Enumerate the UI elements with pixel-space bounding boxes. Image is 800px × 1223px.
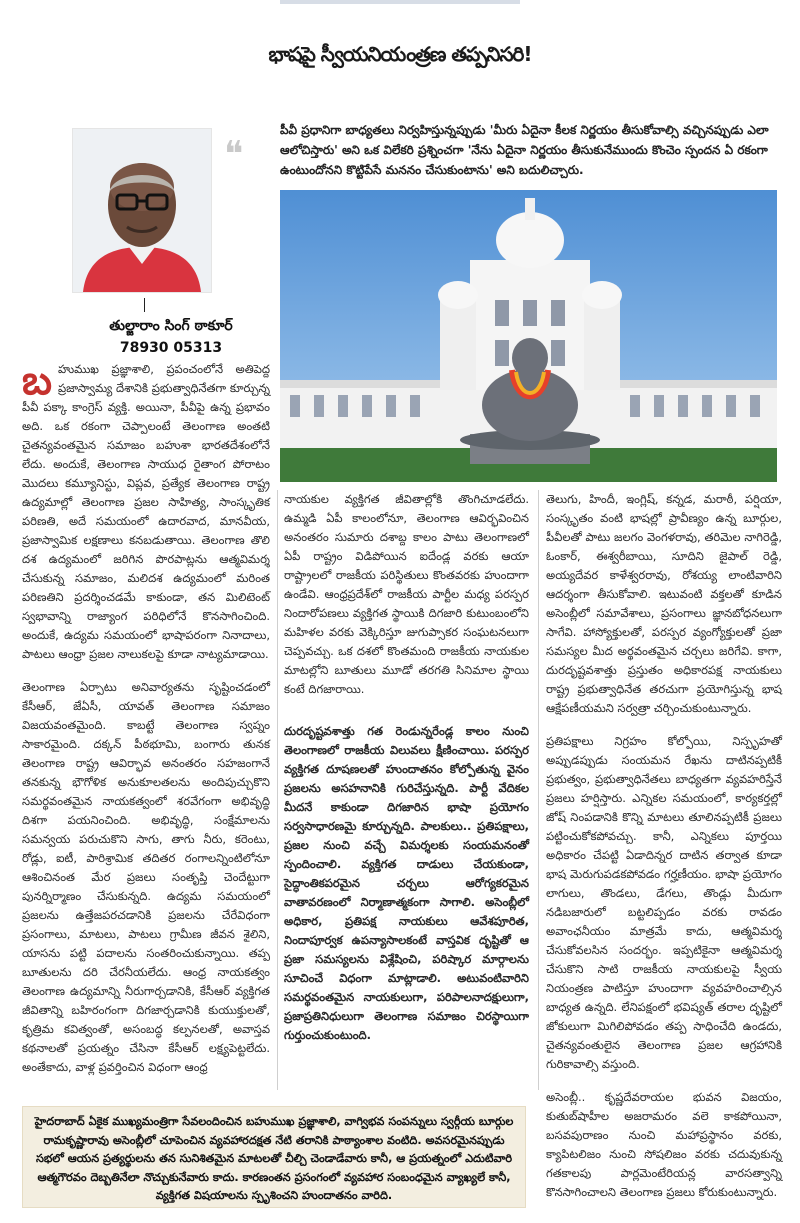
middle-paragraph-1: నాయకుల వ్యక్తిగత జీవితాల్లోకి తొంగిచూడలేదు. ఉమ్మడి ఏపీ కాలంలోనూ, తెలంగాణ ఆవిర్భవించిన అనంతరం సుమారు దశాబ్ద కాలం పాటు తెలంగాణలో ఏపీ రాష్ట్రం విడిపోయిన ఐదేండ్ల వరకు ఆయా రాష్ట్రాలలో రాజకీయ పరిస్థితులు కొంతవరకు హుందాగా ఉండేవి. ఆంధ్రప్రదేశ్‌లో రాజకీయ పార్టీల మధ్య పరస్పర నిందారోపణలు వ్యక్తిగత స్థాయికి దిగజారి కుటుంబంలోని మహిళల వరకు వెక్కిరిస్తూ జుగుప్సాకర సంఘటనలుగా చెప్పవచ్చు. ఒక దశలో కొంతమంది రాజకీయ నాయకుల మాటల్లోని బూతులు మూడో తరగతి సినిమాల స్థాయి కంటే దిగజారాయి.: [284, 492, 529, 696]
callout-box: హైదరాబాద్ ఏకైక ముఖ్యమంత్రిగా సేవలందించిన బహుముఖ ప్రజ్ఞాశాలి, వాగ్విభవ సంపన్నులు స్వర్గీయ బూర్గుల రామకృష్ణారావు అసెంబ్లీలో చూపెంచిన వ్యవహారదక్షత నేటి తరానికి పాఠ్యాంశాల వంటిది. అవసరమైనప్పుడు సభలో ఆయన ప్రత్యర్థులను తన సునిశితమైన మాటలతో చీల్చి చెండాడేవారు కానీ, ఆ ప్రయత్నంలో ఎదుటివారి ఆత్మగౌరవం దెబ్బతినేలా నొచ్చుకునేవారు కాదు. కారణంతన ప్రసంగంలో వ్యవహార సంబంధమైన వ్యాఖ్యలే కానీ, వ్యక్తిగత విషయాలను స్పృశించని హుందాతనం వారిది.: [22, 1106, 526, 1208]
right-paragraph-1: తెలుగు, హిందీ, ఇంగ్లిష్, కన్నడ, మరాఠీ, పర్షియా, సంస్కృతం వంటి భాషల్లో ప్రావీణ్యం ఉన్న బూర్గుల, పీవీలతో పాటు జలగం వెంగళరావు, తరిమెల నాగిరెడ్డి, ఓంకార్, ఈశ్వరీబాయి, సూదిని జైపాల్ రెడ్డి, అయ్యదేవర కాళేశ్వరరావు, రోశయ్య లాంటివారిని ఆదర్శంగా తీసుకోవాలి. ఇటువంటి వక్తలతో కూడిన అసెంబ్లీలో సమావేశాలు, ప్రసంగాలు జ్ఞానబోధనలుగా సాగేవి. హాస్యోక్తులతో, పరస్పర వ్యంగ్యోక్తులతో ప్రజా సమస్యల మీద అర్థవంతమైన చర్చలు జరిగేవి. కాగా, దురదృష్టవశాత్తు ప్రస్తుతం అధికారపక్ష నాయకులు రాష్ట్ర ప్రభుత్వాధినేత తరచుగా ప్రయోగిస్తున్న భాష ఆక్షేపణీయమని సర్వత్రా చర్చించుకుంటున్నారు.: [546, 492, 782, 715]
right-paragraph-2: ప్రతిపక్షాలు నిగ్రహం కోల్పోయి, నిస్పృహతో అప్పుడప్పుడు సంయమన రేఖను దాటినప్పటికీ ప్రభుత్వం, ప్రభుత్వాధినేతలు బాధ్యతగా వ్యవహరిస్తేనే ప్రజలు హర్షిస్తారు. ఎన్నికల సమయంలో, కార్యకర్తల్లో జోష్ నింపడానికి కొన్ని మాటలు తూలినప్పటికీ ప్రజలు పట్టించుకోకపోవచ్చు. కానీ, ఎన్నికలు పూర్తయి అధికారం చేపట్టి ఏడాదిన్నర దాటిన తర్వాత కూడా భాష మెరుగుపడకపోవడం గర్హణీయం. భాషా ప్రయోగం లాగులు, తొండలు, డేగలు, తొండ్లు మీదుగా నడిబజారులో బట్టలిప్పడం వరకు రావడం అవాంఛనీయం మాత్రమే కాదు, ఆత్మవిమర్శ చేసుకోవలసిన సందర్భం. ఇప్పటికైనా ఆత్మవిమర్శ చేసుకొని సాటి రాజకీయ నాయకులపై స్వీయ నియంత్రణ పాటిస్తూ హుందాగా వ్యవహరించాల్సిన బాధ్యత ఉన్నది. లేనిపక్షంలో భవిష్యత్ తరాల దృష్టిలో జోకులుగా మిగిలిపోవడం తప్ప సాధించేది ఉండదు, చైతన్యవంతులైన తెలంగాణ ప్రజల ఆగ్రహానికి గురికావాల్సి వస్తుంది.: [546, 734, 782, 1071]
headline: భాషపై స్వీయనియంత్రణ తప్పనిసరి!: [268, 42, 532, 67]
left-paragraph-1-text: హుముఖ ప్రజ్ఞాశాలి, ప్రపంచంలోనే అతిపెద్ద ప్రజాస్వామ్య దేశానికి ప్రభుత్వాధినేతగా కూర్చున్న పీవీ పక్కా కాంగ్రెస్ వ్యక్తి. అయినా, పీవీపై ఉన్న ప్రభావం అది. ఒక రకంగా చెప్పాలంటే తెలంగాణ అంతటి చైతన్యవంతమైన సమాజం బహుశా భారతదేశంలోనే లేదు. అందుకే, తెలంగాణ సాయుధ రైతాంగ పోరాటం మొదలు కమ్యూనిస్టు, విప్లవ, ప్రత్యేక తెలంగాణ రాష్ట్ర ఉద్యమాల్లో తెలంగాణ ప్రజల సాహిత్య, సాంస్కృతిక పరిణతి, అదే సమయంలో ఉదారవాద, మానవీయ, ప్రజాస్వామిక లక్షణాలు కనబడుతాయి. తెలంగాణ తొలి దశ ఉద్యమంలో జరిగిన పొరపాట్లను ఆత్మవిమర్శ చేసుకున్న సమాజం, మలిదశ ఉద్యమంలో మరింత పరిణతిని ప్రదర్శించడమే కాకుండా, తన మిలిటెంట్ స్వభావాన్ని రాజ్యాంగ పరిధిలోనే కొనసాగించింది. అందుకే, ఉద్యమ సమయంలో భాషాపరంగా నినాదాలు, పాటలు ఆంధ్రా ప్రజల నాలుకలపై కూడా నాట్యమాడాయి.: [22, 362, 270, 661]
column-divider-2: [538, 490, 539, 1090]
left-paragraph-2: తెలంగాణ ఏర్పాటు అనివార్యతను సృష్టించడంలో కేసీఆర్, జేఏసీ, యావత్ తెలంగాణ సమాజం విజయవంతమైంది. కాబట్టే తెలంగాణ స్వప్నం సాకారమైంది. దక్కన్ పీఠభూమి, బంగారు తునక తెలంగాణ రాష్ట్ర ఆవిర్భావ అనంతరం సహజంగానే తనకున్న భౌగోళిక అనుకూలతలను అందిపుచ్చుకొని సమర్థవంతమైన నాయకత్వంలో శరవేగంగా అభివృద్ధి దిశగా పయనించింది. అభివృద్ధి, సంక్షేమాలను సమన్వయ పరుచుకొని సాగు, తాగు నీరు, కరెంటు, రోడ్లు, ఐటీ, పారిశ్రామిక తదితర రంగాలన్నింటిలోనూ ఆశించినంత మేర ప్రజలు సంతృప్తి చెందేట్టుగా పునర్నిర్మాణం చేసుకున్నది. ఉద్యమ సమయంలో ప్రజలను ఉత్తేజపరచడానికి ప్రజలను చేరేవిధంగా ప్రసంగాలు, మాటలు, పాటలు గ్రామీణ జీవన శైలిని, యాసను పట్టి పదాలను సంతరించుకున్నాయి. తప్ప బూతులను దరి చేరనీయలేదు. ఆంధ్ర నాయకత్వం తెలంగాణ ఉద్యమాన్ని నీరుగార్చడానికి, కేసీఆర్ వ్యక్తిగత జీవితాన్ని బహిరంగంగా దిగజార్చడానికి కుయుక్తులతో, కృత్రిమ కవిత్వంతో, అసంబద్ధ కల్పనలతో, అవాస్తవ కథనాలతో ప్రయత్నం చేసినా కేసీఆర్ లక్ష్యపెట్టలేదు. అంతేకాదు, వాళ్ల ప్రవర్తించిన విధంగా ఆంధ్ర: [22, 680, 270, 1074]
author-phone: 78930 05313: [119, 340, 223, 356]
left-paragraph-1: [22, 360, 270, 664]
drop-cap: బ: [22, 358, 52, 404]
column-divider-1: [277, 490, 278, 1090]
quote-icon: ❝: [224, 134, 244, 175]
middle-highlight-column: [284, 722, 529, 1055]
assembly-gandhi-photo: [280, 190, 777, 482]
middle-column: [284, 490, 529, 709]
right-paragraph-3: అసెంబ్లీ.. కృష్ణదేవరాయల భువన విజయం, కుతుబ్‌షాహీల అజరామరం వలె కాకపోయినా, బసవపురాణం నుంచి మహాప్రస్థానం వరకు, క్యాపిటలిజం నుంచి సోషలిజం వరకు చదువుకున్న గతకాలపు పార్లమెంటేరియన్ల వారసత్వాన్ని కొనసాగించాలని తెలంగాణ ప్రజలు కోరుకుంటున్నారు.: [546, 1090, 782, 1199]
top-accent-bar: [280, 0, 520, 4]
right-column: [546, 490, 782, 1212]
left-column: [22, 360, 270, 1087]
author-divider: [144, 298, 145, 312]
middle-paragraph-2: దురదృష్టవశాత్తు గత రెండున్నరేండ్ల కాలం నుంచి తెలంగాణలో రాజకీయ విలువలు క్షీణించాయి. పరస్పర వ్యక్తిగత దూషణలతో హుందాతనం కోల్పోతున్న వైనం ప్రజలను అసహనానికి గురిచేస్తున్నది. పార్టీ వేదికల మీదనే కాకుండా దిగజారిన భాషా ప్రయోగం సర్వసాధారణమై కూర్చున్నది. పాలకులు.. ప్రతిపక్షాలు, ప్రజల నుంచి వచ్చే విమర్శలకు సంయమనంతో స్పందించాలి. వ్యక్తిగత దాడులు చేయకుండా, సైద్ధాంతికపరమైన చర్చలు ఆరోగ్యకరమైన వాతావరణంలో నిర్మాణాత్మకంగా సాగాలి. అసెంబ్లీలో అధికార, ప్రతిపక్ష నాయకులు ఆవేశపూరిత, నిందాపూర్వక ఉపన్యాసాలకంటే వాస్తవిక దృష్టితో ఆ ప్రజా సమస్యలను విశ్లేషించి, పరిష్కార మార్గాలను సూచించే విధంగా మాట్లాడాలి. అటువంటివారిని సమర్థవంతమైన నాయకులుగా, పరిపాలనాదక్షులుగా, ప్రజాప్రతినిధులుగా తెలంగాణ సమాజం చిరస్థాయిగా గుర్తుంచుకుంటుంది.: [284, 724, 529, 1042]
author-name: తుల్జారాం సింగ్ ఠాకూర్: [109, 318, 233, 334]
pull-quote: పీవీ ప్రధానిగా బాధ్యతలు నిర్వహిస్తున్నప్పుడు 'మీరు ఏదైనా కీలక నిర్ణయం తీసుకోవాల్సి వచ్చినప్పుడు ఎలా ఆలోచిస్తారు' అని ఒక విలేకరి ప్రశ్నించగా 'నేను ఏదైనా నిర్ణయం తీసుకునేముందు కొంచెం స్పందన ఏ రకంగా ఉంటుందోనని కొట్టిపేసే మననం చేసుకుంటాను' అని బదులిచ్చారు.: [280, 123, 769, 177]
author-photo: [72, 128, 212, 293]
